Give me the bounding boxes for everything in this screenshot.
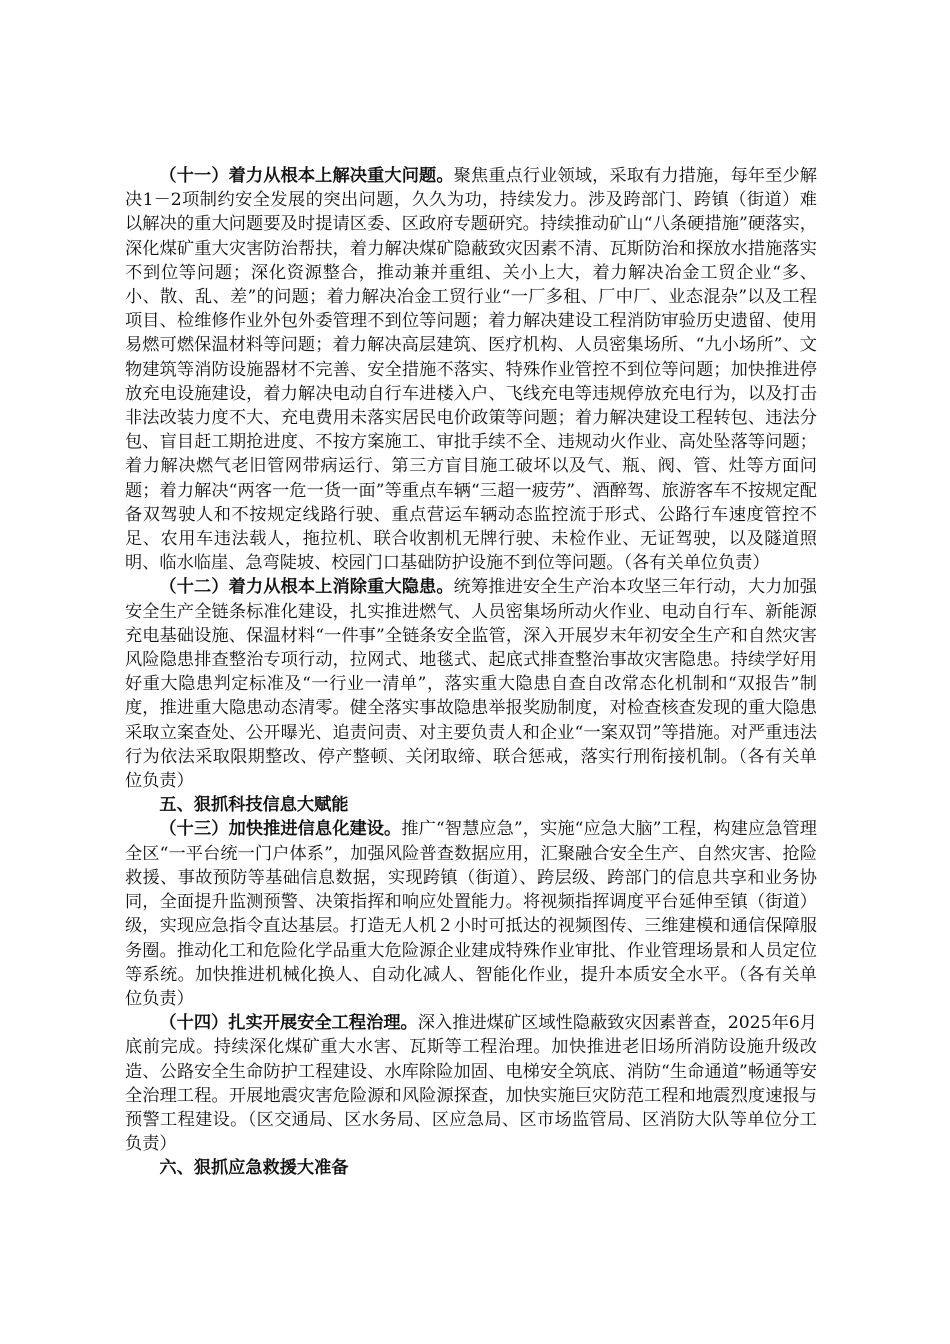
paragraph-11-body: 聚焦重点行业领域，采取有力措施，每年至少解决1－2项制约安全发展的突出问题，久久为功，持续发力。涉及跨部门、跨镇（街道）难以解决的重大问题要及时提请区委、区政府专题研究。持续推动矿山“八条硬措施”硬落实，深化煤矿重大灾害防治帮扶，着力解决煤矿隐蔽致灾因素不清、瓦斯防治和探放水措施落实不到位等问题；深化资源整合，推动兼并重组、关小上大，着力解决冶金工贸企业“多、小、散、乱、差”的问题；着力解决冶金工贸行业“一厂多租、厂中厂、业态混杂”以及工程项目、检维修作业外包外委管理不到位等问题；着力解决建设工程消防审验历史遗留、使用易燃可燃保温材料等问题；着力解决高层建筑、医疗机构、人员密集场所、“九小场所”、文物建筑等消防设施器材不完善、安全措施不落实、特殊作业管控不到位等问题；加快推进停放充电设施建设，着力解决电动自行车进楼入户、飞线充电等违规停放充电行为，以及打击非法改装力度不大、充电费用未落实居民电价政策等问题；着力解决建设工程转包、违法分包、盲目赶工期抢进度、不按方案施工、审批手续不全、违规动火作业、高处坠落等问题；着力解决燃气老旧管网带病运行、第三方盲目施工破坏以及气、瓶、阀、管、灶等方面问题；着力解决“两客一危一货一面”等重点车辆“三超一疲劳”、酒醉驾、旅游客车不按规定配备双驾驶人和不按规定线路行驶、重点营运车辆动态监控流于形式、公路行车速度管控不足、农用车违法载人，拖拉机、联合收割机无牌行驶、未检作业、无证驾驶，以及隧道照明、临水临崖、急弯陡坡、校园门口基础防护设施不到位等问题。（各有关单位负责）	[125, 166, 817, 574]
paragraph-12-lead: （十二）着力从根本上消除重大隐患。	[159, 577, 454, 598]
section-5-heading: 五、狠抓科技信息大赋能	[159, 795, 349, 816]
paragraph-14	[125, 1011, 817, 1156]
paragraph-11	[125, 164, 817, 575]
paragraph-12-body: 统筹推进安全生产治本攻坚三年行动，大力加强安全生产全链条标准化建设，扎实推进燃气、人员密集场所动火作业、电动自行车、新能源充电基础设施、保温材料“一件事”全链条安全监管，深入开展岁末年初安全生产和自然灾害风险隐患排查整治专项行动，拉网式、地毯式、起底式排查整治事故灾害隐患。持续学好用好重大隐患判定标准及“一行业一清单”，落实重大隐患自查自改常态化机制和“双报告”制度，推进重大隐患动态清零。健全落实事故隐患举报奖励制度，对检查核查发现的重大隐患采取立案查处、公开曝光、追责问责、对主要负责人和企业“一案双罚”等措施。对严重违法行为依法采取限期整改、停产整顿、关闭取缔、联合惩戒，落实行刑衔接机制。（各有关单位负责）	[125, 577, 817, 792]
paragraph-14-lead: （十四）扎实开展安全工程治理。	[159, 1013, 418, 1034]
paragraph-13	[125, 817, 817, 1011]
paragraph-13-lead: （十三）加快推进信息化建设。	[159, 819, 402, 840]
document-page	[125, 164, 817, 1181]
paragraph-11-lead: （十一）着力从根本上解决重大问题。	[159, 166, 454, 186]
paragraph-12	[125, 575, 817, 793]
paragraph-14-body: 深入推进煤矿区域性隐蔽致灾因素普查，2025年6月底前完成。持续深化煤矿重大水害、瓦斯等工程治理。加快推进老旧场所消防设施升级改造、公路安全生命防护工程建设、水库除险加固、电梯安全筑底、消防“生命通道”畅通等安全治理工程。开展地震灾害危险源和风险源探查，加快实施巨灾防范工程和地震烈度速报与预警工程建设。（区交通局、区水务局、区应急局、区市场监管局、区消防大队等单位分工负责）	[125, 1013, 817, 1155]
section-6-heading: 六、狠抓应急救援大准备	[159, 1158, 349, 1179]
paragraph-13-body: 推广“智慧应急”，实施“应急大脑”工程，构建应急管理全区“一平台统一门户体系”，加强风险普查数据应用，汇聚融合安全生产、自然灾害、抢险救援、事故预防等基础信息数据，实现跨镇（街道）、跨层级、跨部门的信息共享和业务协同，全面提升监测预警、决策指挥和响应处置能力。将视频指挥调度平台延伸至镇（街道）级，实现应急指令直达基层。打造无人机２小时可抵达的视频图传、三维建模和通信保障服务圈。推动化工和危险化学品重大危险源企业建成特殊作业审批、作业管理场景和人员定位等系统。加快推进机械化换人、自动化减人、智能化作业，提升本质安全水平。（各有关单位负责）	[125, 819, 817, 1009]
